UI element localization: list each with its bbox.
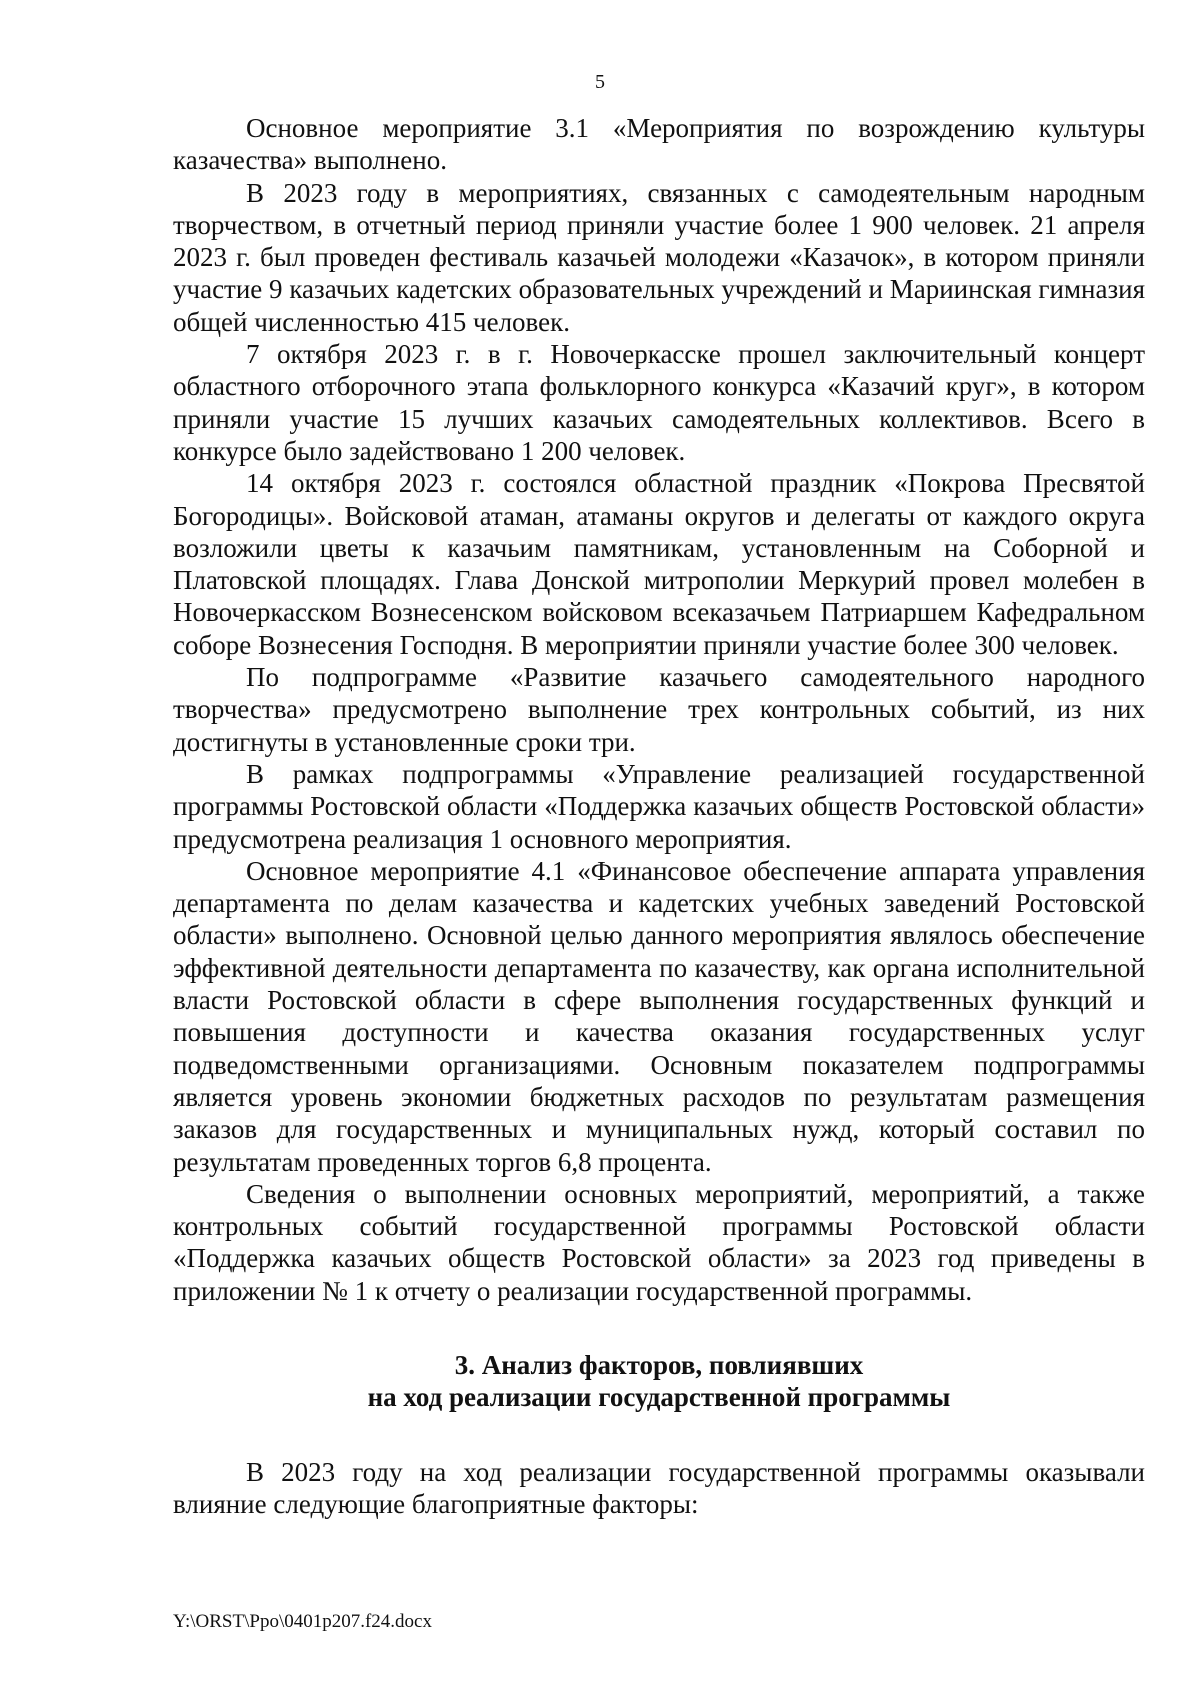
section-heading — [173, 1349, 1145, 1414]
section-heading-line-1: 3. Анализ факторов, повлиявших — [454, 1349, 864, 1380]
paragraph-main-event-3-1: Основное мероприятие 3.1 «Мероприятия по возрождению культуры казачества» выполнено. — [173, 113, 1145, 176]
paragraph-appendix-reference: Сведения о выполнении основных мероприятий, мероприятий, а также контрольных событий государственной программы Ростовской области «Поддержка казачьих обществ Ростовской области» за 2023 год приведены в приложении № 1 к отчету о реализации государственной программы. — [173, 1178, 1145, 1306]
footer-file-path: Y:\ORST\Ppo\0401p207.f24.docx — [173, 1611, 432, 1632]
paragraph-favorable-factors: В 2023 году на ход реализации государственной программы оказывали влияние следующие благоприятные факторы: — [173, 1456, 1145, 1519]
paragraph-pokrov-holiday: 14 октября 2023 г. состоялся областной праздник «Покрова Пресвятой Богородицы». Войсковой атаман, атаманы округов и делегаты от каждого округа возложили цветы к казачьим памятникам, установленным на Соборной и Платовской площадях. Глава Донской митрополии Меркурий провел молебен в Новочеркасском Вознесенском войсковом всеказачьем Патриаршем Кафедральном соборе Вознесения Господня. В мероприятии приняли участие более 300 человек. — [173, 468, 1145, 660]
document-body — [173, 112, 1145, 1520]
paragraph-cossack-circle-concert: 7 октября 2023 г. в г. Новочеркасске прошел заключительный концерт областного отборочного этапа фольклорного конкурса «Казачий круг», в котором приняли участие 15 лучших казачьих самодеятельных коллективов. Всего в конкурсе было задействовано 1 200 человек. — [173, 339, 1145, 466]
page-number: 5 — [595, 71, 605, 93]
section-heading-line-2: на ход реализации государственной программы — [367, 1382, 951, 1413]
paragraph-subprogram-control-events: По подпрограмме «Развитие казачьего самодеятельного народного творчества» предусмотрено выполнение трех контрольных событий, из них достигнуты в установленные сроки три. — [173, 662, 1145, 757]
paragraph-management-subprogram: В рамках подпрограммы «Управление реализацией государственной программы Ростовской области «Поддержка казачьих обществ Ростовской области» предусмотрена реализация 1 основного мероприятия. — [173, 758, 1145, 854]
paragraph-main-event-4-1: Основное мероприятие 4.1 «Финансовое обеспечение аппарата управления департамента по делам казачества и кадетских учебных заведений Ростовской области» выполнено. Основной целью данного мероприятия являлось обеспечение эффективной деятельности департамента по казачеству, как органа исполнительной власти Ростовской области в сфере выполнения государственных функций и повышения доступности и качества оказания государственных услуг подведомственными организациями. Основным показателем подпрограммы является уровень экономии бюджетных расходов по результатам размещения заказов для государственных и муниципальных нужд, который составил по результатам проведенных торгов 6,8 процента. — [173, 855, 1145, 1177]
paragraph-amateur-creativity: В 2023 году в мероприятиях, связанных с самодеятельным народным творчеством, в отчетный период приняли участие более 1 900 человек. 21 апреля 2023 г. был проведен фестиваль казачьей молодежи «Казачок», в котором приняли участие 9 казачьих кадетских образовательных учреждений и Мариинская гимназия общей численностью 415 человек. — [173, 177, 1145, 337]
